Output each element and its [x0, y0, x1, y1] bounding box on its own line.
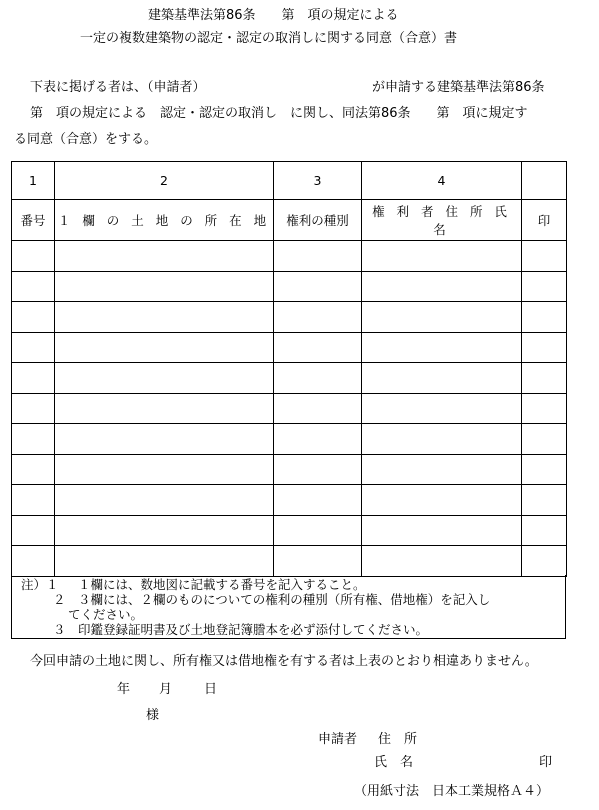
header-holder: 権 利 者 住 所 氏 名: [362, 200, 522, 241]
cell-holder: [362, 454, 522, 485]
note-2-number: ２: [53, 592, 66, 607]
intro-line-2: 第 項の規定による 認定・認定の取消し に関し、同法第86条 第 項に規定す: [30, 106, 528, 121]
cell-location: [55, 515, 274, 546]
note-3: 印鑑登録証明書及び土地登記簿謄本を必ず添付してください。: [78, 622, 429, 637]
cell-seal: [522, 546, 567, 577]
cell-number: [12, 302, 55, 333]
header-seal: 印: [522, 200, 567, 241]
cell-seal: [522, 485, 567, 516]
cell-holder: [362, 332, 522, 363]
cell-seal: [522, 363, 567, 394]
table-row: [12, 485, 567, 516]
cell-right-type: [274, 393, 362, 424]
cell-right-type: [274, 271, 362, 302]
cell-number: [12, 393, 55, 424]
applicant-address-label: 住 所: [378, 732, 418, 747]
cell-right-type: [274, 485, 362, 516]
applicant-seal-label: 印: [539, 755, 553, 770]
cell-right-type: [274, 332, 362, 363]
cell-number: [12, 271, 55, 302]
cell-right-type: [274, 515, 362, 546]
cell-right-type: [274, 424, 362, 455]
note-3-number: ３: [53, 622, 66, 637]
cell-number: [12, 424, 55, 455]
cell-number: [12, 332, 55, 363]
consent-table: [11, 161, 567, 577]
cell-holder: [362, 393, 522, 424]
cell-right-type: [274, 454, 362, 485]
cell-right-type: [274, 241, 362, 272]
cell-holder: [362, 271, 522, 302]
paper-size-note: （用紙寸法 日本工業規格Ａ４）: [354, 784, 550, 799]
cell-holder: [362, 485, 522, 516]
cell-seal: [522, 515, 567, 546]
cell-location: [55, 271, 274, 302]
cell-right-type: [274, 546, 362, 577]
note-2: ３欄には、２欄のものについての権利の種別（所有権、借地権）を記入し: [78, 592, 491, 607]
cell-holder: [362, 241, 522, 272]
intro-line-1-a: 下表に掲げる者は、（申請者）: [30, 80, 206, 95]
cell-location: [55, 332, 274, 363]
note-2-continued: てください。: [68, 607, 144, 622]
cell-holder: [362, 515, 522, 546]
cell-location: [55, 393, 274, 424]
cell-seal: [522, 271, 567, 302]
cell-holder: [362, 363, 522, 394]
cell-location: [55, 424, 274, 455]
cell-location: [55, 241, 274, 272]
column-number-4: 4: [362, 162, 522, 200]
table-row: [12, 393, 567, 424]
column-number-1: 1: [12, 162, 55, 200]
declaration-text: 今回申請の土地に関し、所有権又は借地権を有する者は上表のとおり相違ありません。: [30, 654, 538, 669]
notes-label: 注）１: [21, 577, 59, 592]
cell-number: [12, 546, 55, 577]
cell-seal: [522, 332, 567, 363]
header-number: 番号: [12, 200, 55, 241]
cell-location: [55, 302, 274, 333]
cell-holder: [362, 424, 522, 455]
table-row: [12, 302, 567, 333]
cell-number: [12, 485, 55, 516]
header-row: [12, 200, 567, 241]
cell-number: [12, 454, 55, 485]
applicant-label: 申請者: [318, 732, 358, 747]
cell-seal: [522, 454, 567, 485]
header-right-type: 権利の種別: [274, 200, 362, 241]
table-row: [12, 332, 567, 363]
cell-number: [12, 515, 55, 546]
table-row: [12, 515, 567, 546]
cell-right-type: [274, 363, 362, 394]
table-row: [12, 241, 567, 272]
addressee-suffix: 様: [146, 708, 160, 723]
intro-line-3: る同意（合意）をする。: [14, 132, 158, 147]
cell-seal: [522, 241, 567, 272]
note-1: １欄には、数地図に記載する番号を記入すること。: [78, 577, 366, 592]
notes-box: [11, 575, 566, 639]
cell-location: [55, 363, 274, 394]
table-row: [12, 271, 567, 302]
date-year-label: 年: [117, 682, 131, 697]
cell-holder: [362, 546, 522, 577]
header-land-location: １ 欄 の 土 地 の 所 在 地: [55, 200, 274, 241]
date-day-label: 日: [204, 682, 218, 697]
title-line-1: 建築基準法第86条 第 項の規定による: [148, 8, 399, 23]
table-row: [12, 424, 567, 455]
cell-seal: [522, 424, 567, 455]
table-row: [12, 454, 567, 485]
cell-location: [55, 454, 274, 485]
table-row: [12, 363, 567, 394]
applicant-name-label: 氏 名: [374, 755, 414, 770]
cell-number: [12, 363, 55, 394]
cell-number: [12, 241, 55, 272]
column-number-2: 2: [55, 162, 274, 200]
column-number-3: 3: [274, 162, 362, 200]
cell-seal: [522, 393, 567, 424]
intro-line-1-b: が申請する建築基準法第86条: [372, 80, 545, 95]
table-row: [12, 546, 567, 577]
cell-location: [55, 485, 274, 516]
column-number-blank: [522, 162, 567, 200]
title-line-2: 一定の複数建築物の認定・認定の取消しに関する同意（合意）書: [80, 31, 458, 46]
date-month-label: 月: [159, 682, 173, 697]
cell-holder: [362, 302, 522, 333]
cell-location: [55, 546, 274, 577]
column-number-row: [12, 162, 567, 200]
cell-right-type: [274, 302, 362, 333]
cell-seal: [522, 302, 567, 333]
